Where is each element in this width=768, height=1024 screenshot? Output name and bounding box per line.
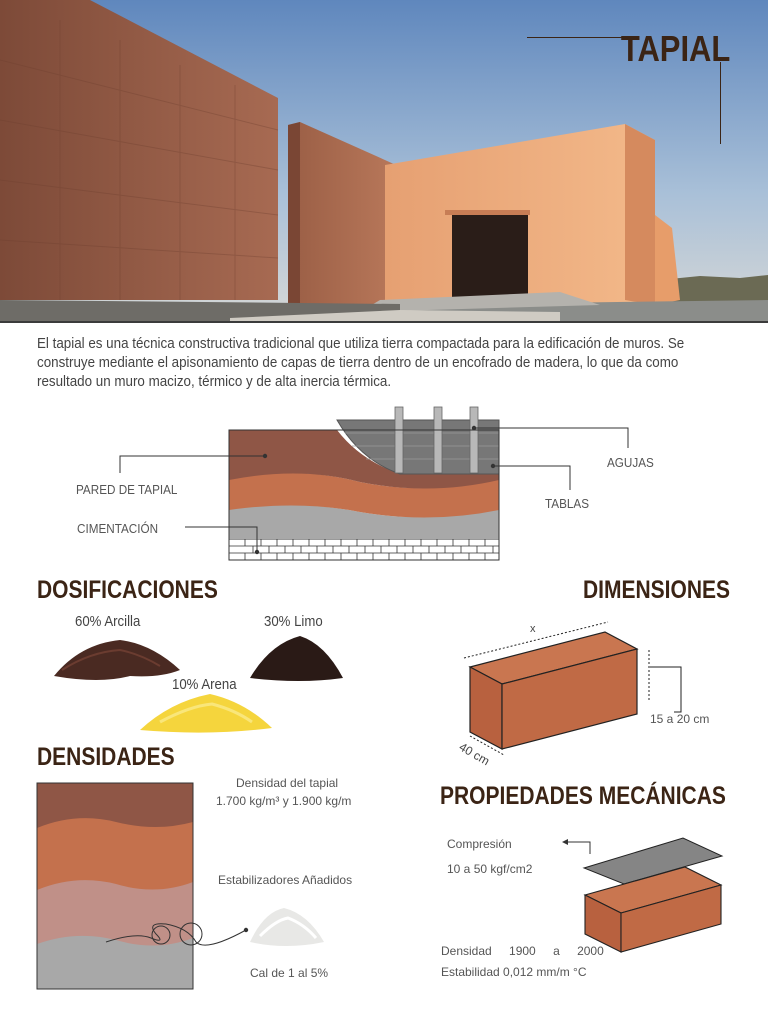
lime-label: Cal de 1 al 5% <box>250 966 329 980</box>
heading-dimensiones: DIMENSIONES <box>582 576 730 604</box>
block-dimension-diagram <box>440 612 760 772</box>
dim-depth-label: 40 cm <box>456 739 492 769</box>
dose-clay-label: 60% Arcilla <box>75 613 141 630</box>
heading-dosificaciones: DOSIFICACIONES <box>37 576 218 604</box>
needle-2 <box>434 407 442 473</box>
lime-pile <box>250 908 324 946</box>
intro-paragraph: El tapial es una técnica constructiva tradicional que utiliza tierra compactada para la edificación de muros. Se construye mediante el apisonamiento de capas de tierra dentro de un encofrado de madera, lo que da como resultado un muro macizo, térmico y de alta inercia térmica. <box>37 336 685 390</box>
label-needles: AGUJAS <box>607 455 654 470</box>
label-boards: TABLAS <box>545 496 590 511</box>
compression-label: Compresión <box>447 837 512 851</box>
mech-stability: Estabilidad 0,012 mm/m °C <box>441 965 587 979</box>
dim-height-label: 15 a 20 cm <box>650 712 710 726</box>
dim-x-label: x <box>530 623 536 635</box>
density-layers <box>36 782 336 992</box>
compression-value: 10 a 50 kgf/cm2 <box>447 862 533 876</box>
sand-pile <box>140 694 272 733</box>
needle-1 <box>395 407 403 473</box>
dose-silt-label: 30% Limo <box>264 613 323 630</box>
heading-propiedades: PROPIEDADES MECÁNICAS <box>440 782 726 810</box>
needle-3 <box>470 407 478 473</box>
silt-pile <box>250 636 343 681</box>
title-rule-horizontal <box>527 37 627 38</box>
label-wall: PARED DE TAPIAL <box>76 482 178 497</box>
stabilizers-label: Estabilizadores Añadidos <box>218 873 353 887</box>
density-value: 1.700 kg/m³ y 1.900 kg/m <box>216 794 352 808</box>
page-title: TAPIAL <box>620 28 730 69</box>
dose-sand-label: 10% Arena <box>172 676 237 693</box>
compression-diagram <box>540 832 740 957</box>
label-foundation: CIMENTACIÓN <box>77 521 159 536</box>
foundation-bricks <box>229 539 499 560</box>
density-title: Densidad del tapial <box>236 776 339 790</box>
material-piles <box>40 630 360 740</box>
mech-density: Densidad 1900 a 2000 <box>441 944 604 958</box>
heading-densidades: DENSIDADES <box>37 743 175 771</box>
clay-pile <box>54 640 180 680</box>
title-rule-vertical <box>720 62 721 144</box>
